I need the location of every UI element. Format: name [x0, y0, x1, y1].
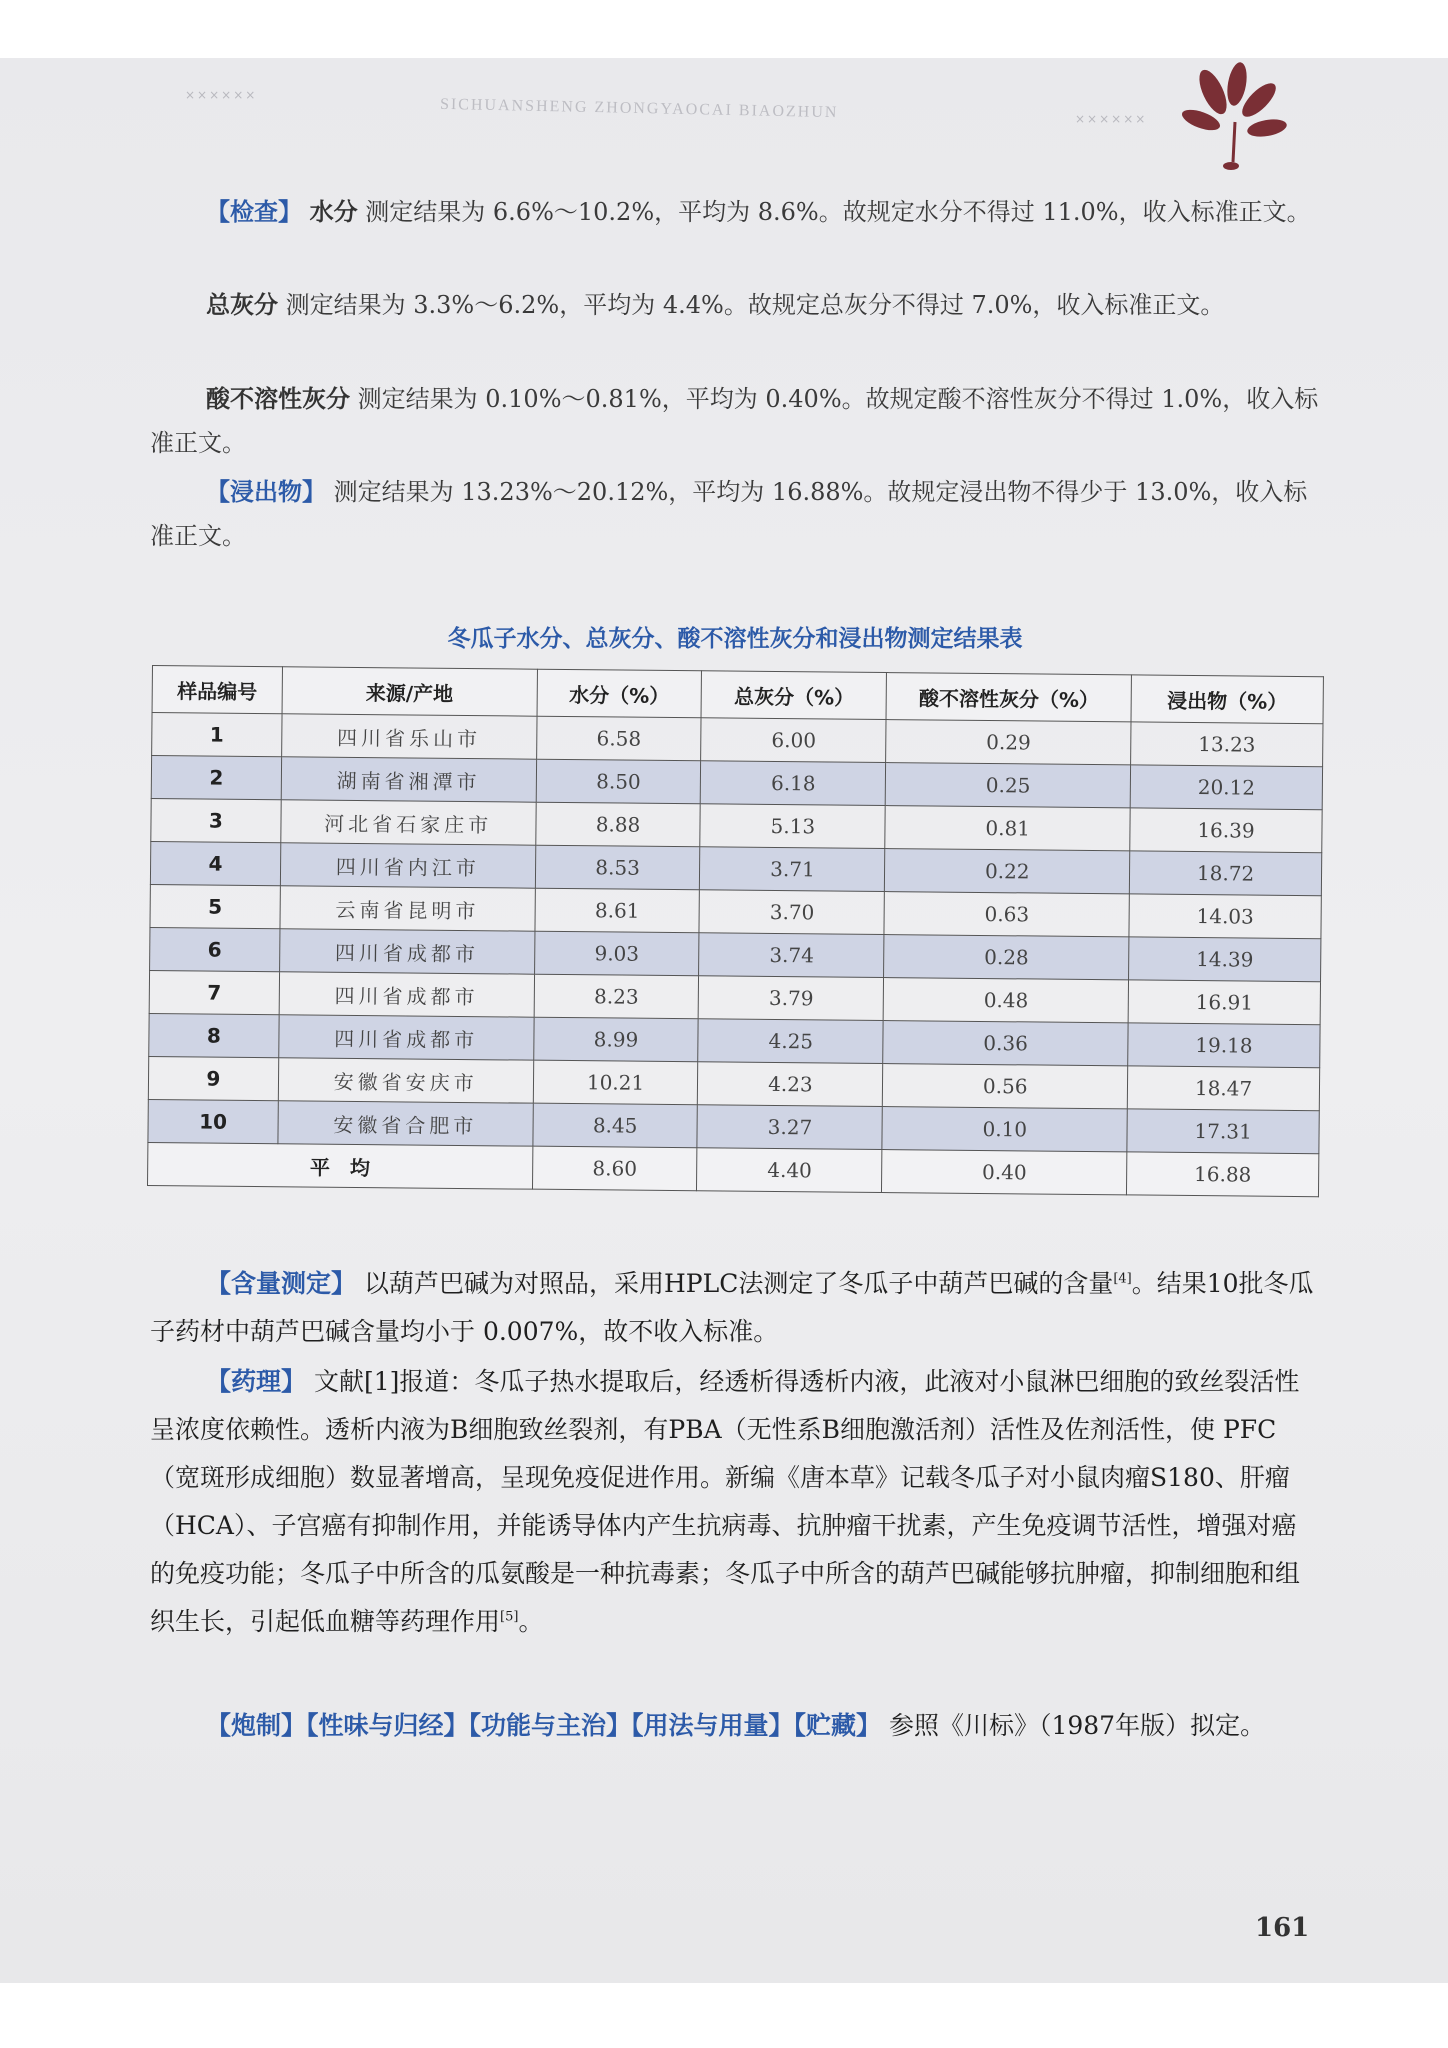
- acid-ash-paragraph: [150, 377, 1320, 465]
- col-header-extract: 浸出物（%）: [1131, 675, 1323, 724]
- cell-total-ash: 3.27: [697, 1105, 882, 1150]
- assay-text-b: 。结果10批冬瓜子药材中葫芦巴碱含量均小于 0.007%，故不收入标准。: [150, 1269, 1314, 1346]
- cell-acid-ash: 0.56: [883, 1064, 1128, 1109]
- cell-sample-no: 6: [150, 927, 280, 971]
- assay-ref: [4]: [1113, 1271, 1132, 1287]
- acid-ash-label: 酸不溶性灰分: [206, 385, 350, 413]
- header-ornament-right: ××××××: [1075, 112, 1148, 126]
- acid-ash-text: 测定结果为 0.10%～0.81%，平均为 0.40%。故规定酸不溶性灰分不得过 1.0%，收入标准正文。: [150, 385, 1319, 457]
- cell-total-ash: 3.79: [699, 976, 884, 1021]
- cell-source: 安徽省安庆市: [278, 1058, 533, 1103]
- cell-moisture: 8.61: [535, 888, 700, 933]
- cell-acid-ash: 0.36: [883, 1021, 1128, 1066]
- cell-sample-no: 3: [151, 798, 281, 842]
- cell-sample-no: 10: [148, 1099, 278, 1143]
- ash-label: 总灰分: [206, 291, 278, 319]
- cell-extract: 13.23: [1131, 722, 1323, 767]
- cell-sample-no: 1: [152, 713, 282, 757]
- cell-source: 四川省成都市: [279, 1015, 534, 1060]
- cell-extract: 14.39: [1129, 937, 1321, 982]
- closing-paragraph: [150, 1702, 1320, 1750]
- cell-moisture: 9.03: [534, 931, 699, 976]
- cell-extract: 19.18: [1128, 1023, 1320, 1068]
- cell-source: 四川省内江市: [280, 843, 535, 888]
- avg-moisture: 8.60: [532, 1146, 697, 1191]
- cell-moisture: 8.88: [535, 802, 700, 847]
- cell-total-ash: 6.00: [701, 718, 886, 763]
- cell-total-ash: 5.13: [700, 804, 885, 849]
- cell-acid-ash: 0.63: [884, 892, 1129, 937]
- cell-moisture: 8.45: [533, 1103, 698, 1148]
- cell-acid-ash: 0.29: [886, 720, 1131, 765]
- avg-total-ash: 4.40: [697, 1148, 882, 1193]
- cell-source: 河北省石家庄市: [281, 800, 536, 845]
- cell-total-ash: 3.74: [699, 933, 884, 978]
- ash-paragraph: [150, 283, 1320, 327]
- extract-tag: 【浸出物】: [206, 478, 326, 506]
- cell-moisture: 10.21: [533, 1060, 698, 1105]
- cell-acid-ash: 0.48: [883, 978, 1128, 1023]
- results-table: [147, 665, 1324, 1197]
- moisture-paragraph: [150, 190, 1320, 234]
- assay-paragraph: [150, 1260, 1320, 1356]
- cell-moisture: 8.53: [535, 845, 700, 890]
- assay-text-a: 以葫芦巴碱为对照品，采用HPLC法测定了冬瓜子中葫芦巴碱的含量: [363, 1269, 1114, 1298]
- leaf-logo-icon: [1175, 62, 1295, 182]
- cell-moisture: 8.50: [536, 759, 701, 804]
- col-header-source: 来源/产地: [282, 667, 537, 716]
- cell-source: 四川省乐山市: [282, 714, 537, 759]
- cell-sample-no: 8: [149, 1013, 279, 1057]
- pharmacology-ref: [5]: [500, 1609, 519, 1625]
- avg-acid-ash: 0.40: [882, 1150, 1127, 1195]
- col-header-total-ash: 总灰分（%）: [702, 671, 887, 720]
- col-header-sample-no: 样品编号: [152, 666, 282, 714]
- cell-extract: 20.12: [1130, 765, 1322, 810]
- cell-total-ash: 6.18: [701, 761, 886, 806]
- cell-sample-no: 5: [150, 884, 280, 928]
- page-number: 161: [1255, 1913, 1310, 1943]
- cell-extract: 18.72: [1129, 851, 1321, 896]
- cell-moisture: 8.23: [534, 974, 699, 1019]
- cell-sample-no: 4: [150, 841, 280, 885]
- cell-acid-ash: 0.25: [886, 763, 1131, 808]
- cell-total-ash: 3.71: [700, 847, 885, 892]
- inspection-tag: 【检查】: [206, 198, 302, 226]
- average-label: 平 均: [148, 1142, 533, 1189]
- cell-acid-ash: 0.28: [884, 935, 1129, 980]
- pharmacology-text-a: 文献[1]报道：冬瓜子热水提取后，经透析得透析内液，此液对小鼠淋巴细胞的致丝裂活性呈浓度依赖性。透析内液为B细胞致丝裂剂，有PBA（无性系B细胞激活剂）活性及佐剂活性，使 PFC（宽斑形成细胞）数显著增高，呈现免疫促进作用。新编《唐本草》记载冬瓜子对小鼠肉瘤S180、肝瘤（HCA）、子宫癌有抑制作用，并能诱导体内产生抗病毒、抗肿瘤干扰素，产生免疫调节活性，增强对癌的免疫功能；冬瓜子中所含的瓜氨酸是一种抗毒素；冬瓜子中所含的葫芦巴碱能够抗肿瘤，抑制细胞和组织生长，引起低血糖等药理作用: [150, 1367, 1301, 1636]
- cell-source: 湖南省湘潭市: [281, 757, 536, 802]
- cell-acid-ash: 0.81: [885, 806, 1130, 851]
- cell-extract: 16.39: [1130, 808, 1322, 853]
- cell-total-ash: 4.23: [698, 1062, 883, 1107]
- running-header: SICHUANSHENG ZHONGYAOCAI BIAOZHUN: [439, 95, 839, 122]
- avg-extract: 16.88: [1127, 1152, 1319, 1197]
- cell-extract: 16.91: [1128, 980, 1320, 1025]
- header-ornament-left: ××××××: [185, 88, 258, 102]
- cell-acid-ash: 0.10: [882, 1107, 1127, 1152]
- extract-paragraph: [150, 470, 1320, 558]
- pharmacology-paragraph: [150, 1358, 1320, 1646]
- assay-tag: 【含量测定】: [206, 1269, 357, 1298]
- moisture-text: 测定结果为 6.6%～10.2%，平均为 8.6%。故规定水分不得过 11.0%，收入标准正文。: [365, 198, 1311, 226]
- closing-text: 参照《川标》（1987年版）拟定。: [888, 1711, 1266, 1740]
- cell-moisture: 6.58: [536, 716, 701, 761]
- table-title: 冬瓜子水分、总灰分、酸不溶性灰分和浸出物测定结果表: [447, 626, 1023, 652]
- col-header-moisture: 水分（%）: [537, 669, 702, 718]
- cell-acid-ash: 0.22: [885, 849, 1130, 894]
- cell-source: 四川省成都市: [279, 929, 534, 974]
- cell-extract: 14.03: [1129, 894, 1321, 939]
- cell-moisture: 8.99: [533, 1017, 698, 1062]
- pharmacology-tag: 【药理】: [206, 1367, 307, 1396]
- cell-sample-no: 7: [149, 970, 279, 1014]
- cell-total-ash: 4.25: [698, 1019, 883, 1064]
- cell-extract: 18.47: [1127, 1066, 1319, 1111]
- cell-source: 安徽省合肥市: [278, 1101, 533, 1146]
- pharmacology-text-b: 。: [518, 1607, 544, 1636]
- cell-sample-no: 9: [148, 1056, 278, 1100]
- cell-source: 云南省昆明市: [280, 886, 535, 931]
- cell-extract: 17.31: [1127, 1109, 1319, 1154]
- cell-sample-no: 2: [151, 756, 281, 800]
- cell-total-ash: 3.70: [699, 890, 884, 935]
- closing-tags: 【炮制】【性味与归经】【功能与主治】【用法与用量】【贮藏】: [206, 1711, 882, 1740]
- moisture-label: 水分: [309, 198, 358, 226]
- col-header-acid-ash: 酸不溶性灰分（%）: [886, 673, 1131, 722]
- cell-source: 四川省成都市: [279, 972, 534, 1017]
- ash-text: 测定结果为 3.3%～6.2%，平均为 4.4%。故规定总灰分不得过 7.0%，收入标准正文。: [285, 291, 1225, 319]
- extract-text: 测定结果为 13.23%～20.12%，平均为 16.88%。故规定浸出物不得少于 13.0%，收入标准正文。: [150, 478, 1308, 550]
